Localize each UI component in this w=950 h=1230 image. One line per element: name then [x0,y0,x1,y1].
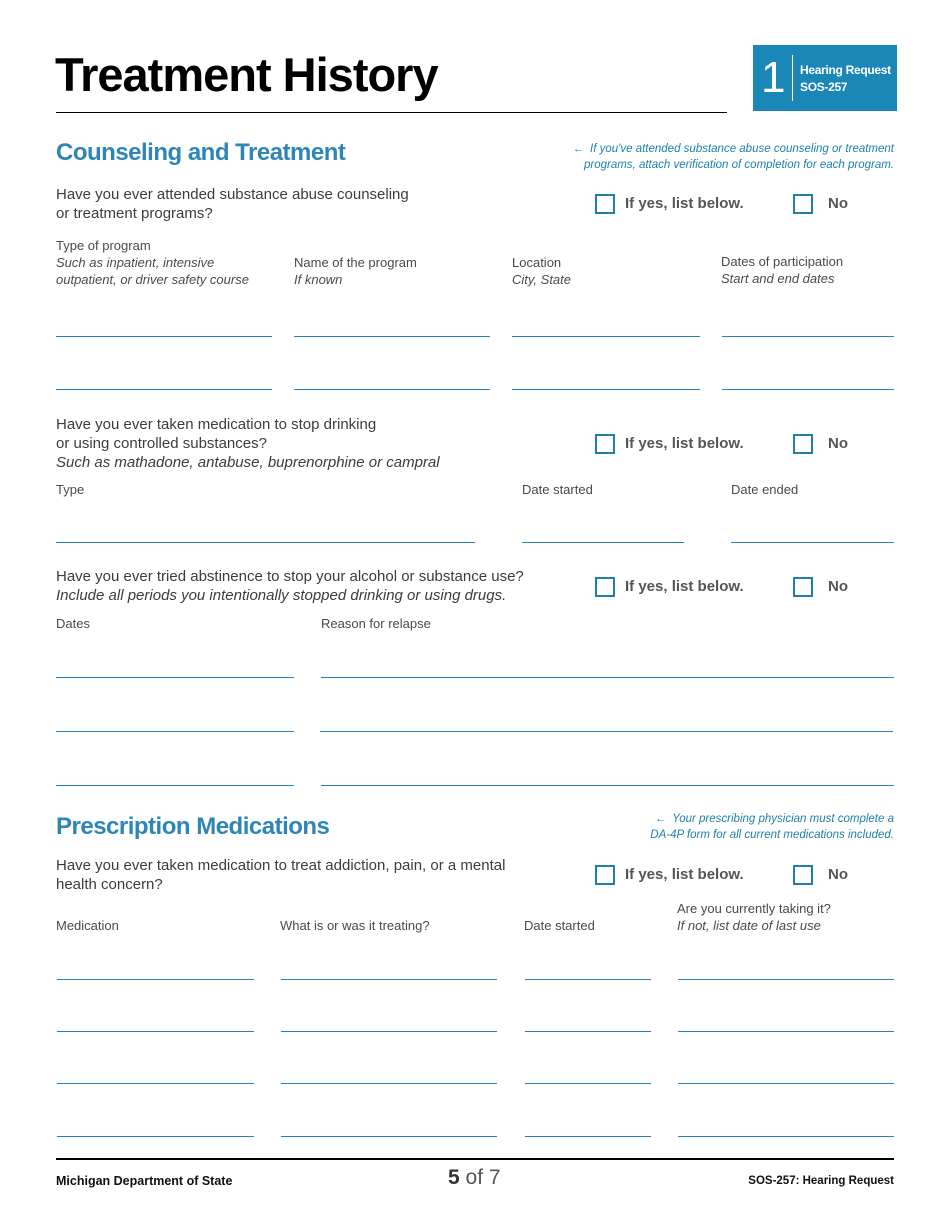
relapse-reason-field-1[interactable] [321,677,894,678]
column-medication-type: Type [56,482,85,497]
counseling-yes-checkbox[interactable] [595,194,615,214]
treating-field-4[interactable] [281,1136,497,1137]
counseling-question-line-1: Have you ever attended substance abuse counseling [56,186,409,203]
program-location-field-1[interactable] [512,336,700,337]
medication-stop-yes-checkbox[interactable] [595,434,615,454]
prescription-question-line-1: Have you ever taken medication to treat addiction, pain, or a mental [56,857,506,874]
medication-stop-no-label: No [828,435,848,452]
program-name-field-1[interactable] [294,336,490,337]
prescription-date-field-4[interactable] [525,1136,651,1137]
counseling-question-line-2: or treatment programs? [56,205,213,222]
badge-line-1: Hearing Request [800,63,891,77]
prescription-date-field-3[interactable] [525,1083,651,1084]
column-prescription-date-started: Date started [524,918,595,933]
footer-rule [56,1158,894,1160]
column-medication: Medication [56,918,119,933]
abstinence-question-hint: Include all periods you intentionally stopped drinking or using drugs. [56,587,507,604]
abstinence-no-checkbox[interactable] [793,577,813,597]
column-dates-of-participation: Dates of participation Start and end dates [721,254,844,286]
page-title: Treatment History [55,48,438,101]
abstinence-dates-field-1[interactable] [56,677,294,678]
column-program-name: Name of the program If known [294,255,417,287]
prescription-note [650,811,894,843]
medication-date-started-field[interactable] [522,542,684,543]
treating-field-1[interactable] [281,979,497,980]
treating-field-2[interactable] [281,1031,497,1032]
footer-page-total: of 7 [465,1166,501,1189]
medication-stop-question [56,415,440,472]
footer-page-number [448,1166,501,1190]
program-dates-field-2[interactable] [722,389,894,390]
abstinence-yes-checkbox[interactable] [595,577,615,597]
column-reason-for-relapse: Reason for relapse [321,616,431,631]
footer-department: Michigan Department of State [56,1174,233,1188]
section-title-prescription: Prescription Medications [56,813,330,840]
abstinence-dates-field-3[interactable] [56,785,294,786]
currently-taking-field-2[interactable] [678,1031,894,1032]
medication-field-4[interactable] [57,1136,254,1137]
form-badge [753,45,897,111]
counseling-question [56,185,409,223]
counseling-note-line-2: programs, attach verification of completion for each program. [583,159,894,171]
badge-line-2: SOS-257 [800,80,848,94]
prescription-no-label: No [828,866,848,883]
title-rule [56,112,727,113]
prescription-note-line-1: Your prescribing physician must complete a [672,813,894,825]
medication-stop-yes-label: If yes, list below. [625,435,744,452]
footer-form-name: SOS-257: Hearing Request [748,1175,894,1187]
counseling-note-line-1: If you've attended substance abuse counseling or treatment [590,143,894,155]
program-type-field-2[interactable] [56,389,272,390]
column-treating: What is or was it treating? [280,918,430,933]
medication-field-3[interactable] [57,1083,254,1084]
column-currently-taking: Are you currently taking it? If not, list date of last use [677,901,831,933]
arrow-left-icon: ← [572,143,585,155]
program-dates-field-1[interactable] [722,336,894,337]
badge-text [800,62,891,96]
column-location: Location City, State [512,255,572,287]
medication-field-2[interactable] [57,1031,254,1032]
abstinence-yes-label: If yes, list below. [625,578,744,595]
treating-field-3[interactable] [281,1083,497,1084]
badge-number: 1 [761,53,786,102]
prescription-date-field-1[interactable] [525,979,651,980]
relapse-reason-field-3[interactable] [321,785,894,786]
prescription-note-line-2: DA-4P form for all current medications included. [650,829,894,841]
prescription-question [56,856,505,894]
medication-field-1[interactable] [57,979,254,980]
section-title-counseling: Counseling and Treatment [56,139,346,166]
abstinence-dates-field-2[interactable] [56,731,294,732]
relapse-reason-field-2[interactable] [320,731,893,732]
prescription-date-field-2[interactable] [525,1031,651,1032]
medication-stop-question-line-1: Have you ever taken medication to stop drinking [56,416,377,433]
abstinence-question [56,567,524,605]
medication-stop-question-line-2: or using controlled substances? [56,435,267,452]
medication-stop-no-checkbox[interactable] [793,434,813,454]
footer-page-current: 5 [448,1166,460,1189]
program-location-field-2[interactable] [512,389,700,390]
program-type-field-1[interactable] [56,336,272,337]
abstinence-question-line-1: Have you ever tried abstinence to stop your alcohol or substance use? [56,568,524,585]
arrow-left-icon: ← [654,813,667,825]
badge-divider [792,55,793,101]
currently-taking-field-4[interactable] [678,1136,894,1137]
counseling-yes-label: If yes, list below. [625,195,744,212]
counseling-note [573,141,894,173]
medication-date-ended-field[interactable] [731,542,894,543]
medication-stop-question-hint: Such as mathadone, antabuse, buprenorphine or campral [56,454,440,471]
counseling-no-label: No [828,195,848,212]
prescription-no-checkbox[interactable] [793,865,813,885]
currently-taking-field-1[interactable] [678,979,894,980]
program-name-field-2[interactable] [294,389,490,390]
column-abstinence-dates: Dates [56,616,90,631]
counseling-no-checkbox[interactable] [793,194,813,214]
prescription-yes-checkbox[interactable] [595,865,615,885]
prescription-question-line-2: health concern? [56,876,163,893]
column-type-of-program: Type of program Such as inpatient, intensive outpatient, or driver safety course [56,238,249,287]
column-medication-date-started: Date started [522,482,593,497]
prescription-yes-label: If yes, list below. [625,866,744,883]
column-medication-date-ended: Date ended [731,482,799,497]
currently-taking-field-3[interactable] [678,1083,894,1084]
medication-type-field[interactable] [56,542,475,543]
abstinence-no-label: No [828,578,848,595]
